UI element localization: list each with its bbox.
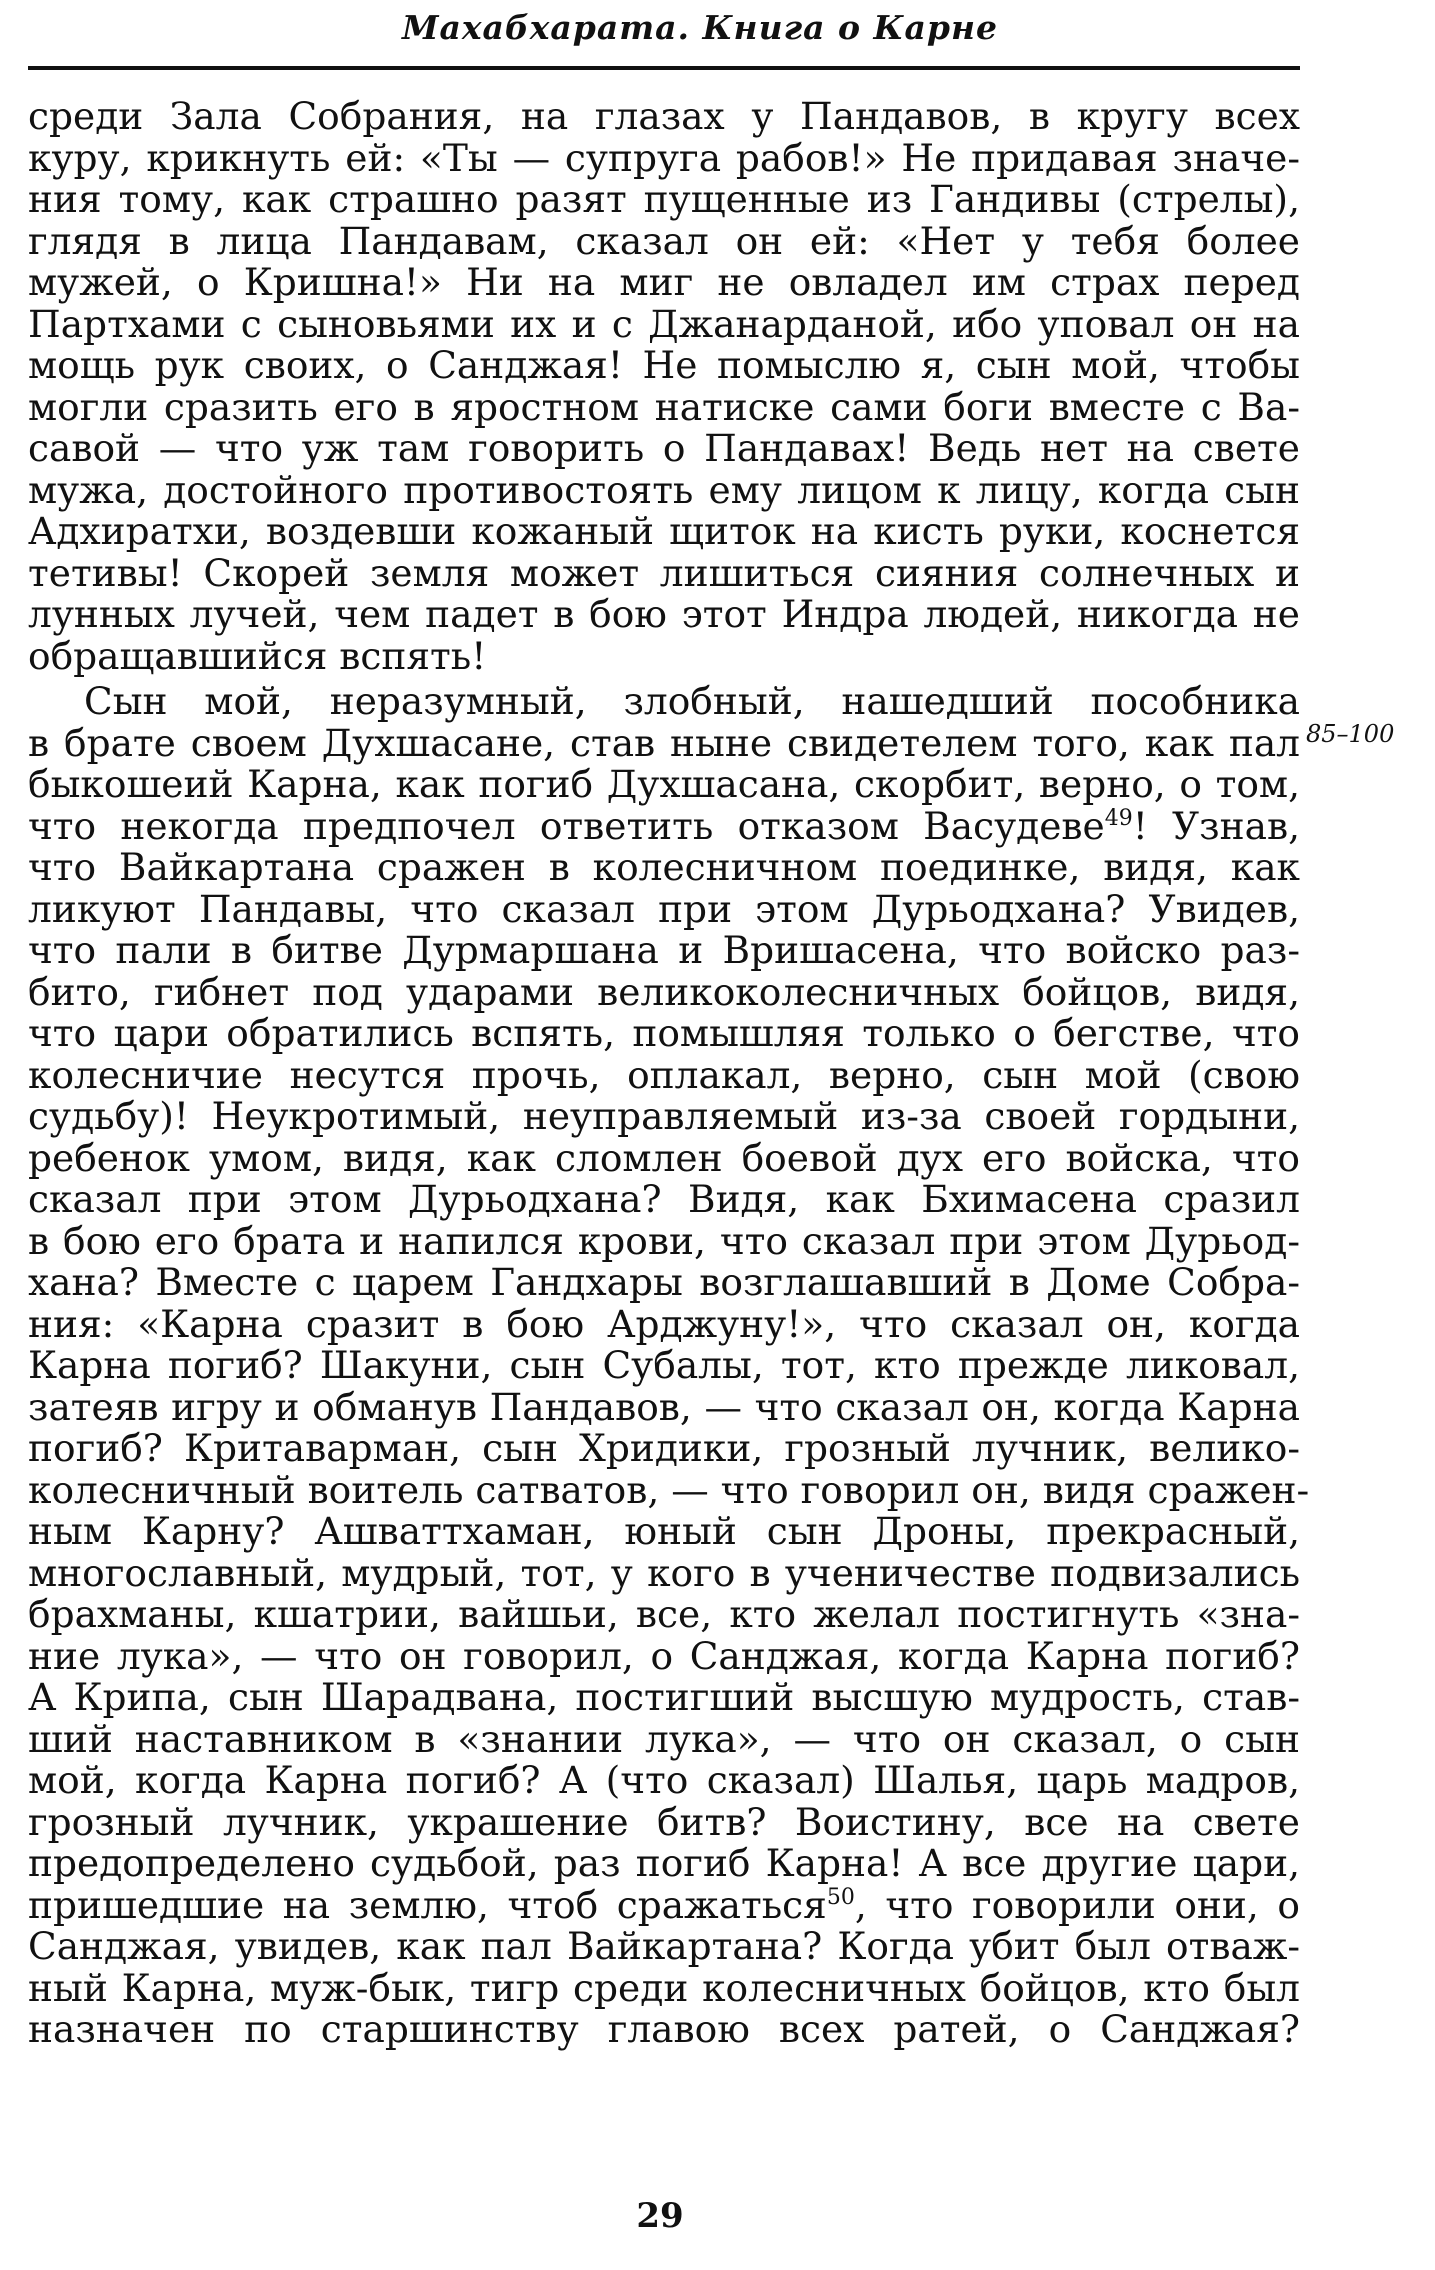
text-line: что Вайкартана сражен в колесничном поединке, видя, как [28, 845, 1300, 889]
text-line: ние лука», — что он говорил, о Санджая, когда Карна погиб? [28, 1633, 1300, 1678]
text-line [28, 1882, 1300, 1927]
text-line: многославный, мудрый, тот, у кого в ученичестве подвизались [28, 1550, 1300, 1595]
text-line: А Крипа, сын Шарадвана, постигший высшую мудрость, став- [28, 1675, 1300, 1719]
text-line: быкошеий Карна, как погиб Духшасана, скорбит, верно, о том, [28, 762, 1300, 806]
text-line: тетивы! Скорей земля может лишиться сияния солнечных и [28, 550, 1300, 595]
text-line: среди Зала Собрания, на глазах у Пандавов, в кругу всех [28, 94, 1300, 138]
text-line: колесничие несутся прочь, оплакал, верно, сын мой (свою [28, 1052, 1300, 1097]
running-header: Махабхарата. Книга о Карне [401, 8, 999, 47]
text-segment: пришедшие на землю, чтоб сражаться [28, 1882, 827, 1927]
text-line: предопределено судьбой, раз погиб Карна! А все другие цари, [28, 1841, 1300, 1885]
text-line: сказал при этом Дурьодхана? Видя, как Бхимасена сразил [28, 1177, 1300, 1221]
footnote-ref-49[interactable]: 49 [1104, 805, 1133, 831]
text-segment: что некогда предпочел ответить отказом Васудеве [28, 803, 1105, 848]
text-line: савой — что уж там говорить о Пандавах! Ведь нет на свете [28, 426, 1300, 470]
text-line: глядя в лица Пандавам, сказал он ей: «Нет у тебя более [28, 218, 1300, 263]
text-line: мой, когда Карна погиб? А (что сказал) Шалья, царь мадров, [28, 1758, 1300, 1802]
text-line: обращавшийся вспять! [28, 633, 487, 678]
header-rule [28, 66, 1300, 70]
text-line: Сын мой, неразумный, злобный, нашедший пособника [84, 679, 1300, 723]
text-line: хана? Вместе с царем Гандхары возглашавший в Доме Собра- [28, 1260, 1300, 1304]
text-line: лунных лучей, чем падет в бою этот Индра людей, никогда не [28, 592, 1300, 636]
text-line: куру, крикнуть ей: «Ты — супруга рабов!» Не придавая значе- [28, 135, 1300, 180]
text-line: в бою его брата и напился крови, что сказал при этом Дурьод- [28, 1218, 1300, 1263]
paragraph-1 [28, 96, 1300, 677]
paragraph-2 [28, 679, 1310, 2051]
text-line: в брате своем Духшасане, став ныне свидетелем того, как пал [28, 720, 1300, 765]
paragraph-2-lines-a [28, 681, 1300, 806]
text-line: ния: «Карна сразит в бою Арджуну!», что сказал он, когда [28, 1301, 1300, 1346]
text-line: ликуют Пандавы, что сказал при этом Дурьодхана? Увидев, [28, 886, 1300, 931]
text-line: ния тому, как страшно разят пущенные из Гандивы (стрелы), [28, 177, 1300, 221]
paragraph-2-lines-c [28, 1926, 1300, 2051]
text-line: что цари обратились вспять, помышляя только о бегстве, что [28, 1011, 1300, 1055]
text-line: колесничный воитель сатватов, — что говорил он, видя сражен- [28, 1467, 1310, 1512]
text-segment: , что говорили они, о [854, 1882, 1300, 1927]
text-line: затеяв игру и обманув Пандавов, — что сказал он, когда Карна [28, 1384, 1300, 1429]
text-line: ребенок умом, видя, как сломлен боевой дух его войска, что [28, 1135, 1300, 1180]
text-line: мощь рук своих, о Санджая! Не помыслю я, сын мой, чтобы [28, 343, 1300, 387]
text-line: назначен по старшинству главою всех ратей, о Санджая? [28, 2007, 1300, 2051]
text-line: что пали в битве Дурмаршана и Вришасена, что войско раз- [28, 928, 1300, 972]
text-line: мужа, достойного противостоять ему лицом к лицу, когда сын [28, 467, 1300, 512]
text-line: ный Карна, муж-бык, тигр среди колесничных бойцов, кто был [28, 1965, 1300, 2010]
text-line: погиб? Критаварман, сын Хридики, грозный лучник, велико- [28, 1426, 1300, 1470]
paragraph-2-lines-b [28, 845, 1310, 1885]
text-line: грозный лучник, украшение битв? Воистину, все на свете [28, 1799, 1300, 1844]
text-line: Санджая, увидев, как пал Вайкартана? Когда убит был отваж- [28, 1924, 1300, 1968]
text-line: брахманы, кшатрии, вайшьи, все, кто желал постигнуть «зна- [28, 1592, 1300, 1636]
margin-verse-range: 85–100 [1306, 720, 1395, 748]
body-text [28, 94, 1310, 2051]
text-line [28, 803, 1300, 848]
text-line: ший наставником в «знании лука», — что он сказал, о сын [28, 1716, 1300, 1761]
text-line: Карна погиб? Шакуни, сын Субалы, тот, кто прежде ликовал, [28, 1343, 1300, 1387]
text-line: могли сразить его в яростном натиске сами боги вместе с Ва- [28, 384, 1300, 429]
text-line: ным Карну? Ашваттхаман, юный сын Дроны, прекрасный, [28, 1509, 1300, 1553]
text-line: Адхиратхи, воздевши кожаный щиток на кисть руки, коснется [28, 509, 1300, 553]
page-number: 29 [636, 2196, 684, 2236]
text-segment: ! Узнав, [1132, 803, 1300, 848]
text-line: бито, гибнет под ударами великоколесничных бойцов, видя, [28, 969, 1300, 1014]
text-line: судьбу)! Неукротимый, неуправляемый из-за своей гордыни, [28, 1094, 1300, 1138]
text-line: мужей, о Кришна!» Ни на миг не овладел им страх перед [28, 260, 1300, 304]
text-line: Партхами с сыновьями их и с Джанарданой, ибо уповал он на [28, 301, 1300, 346]
footnote-ref-50[interactable]: 50 [826, 1884, 855, 1910]
